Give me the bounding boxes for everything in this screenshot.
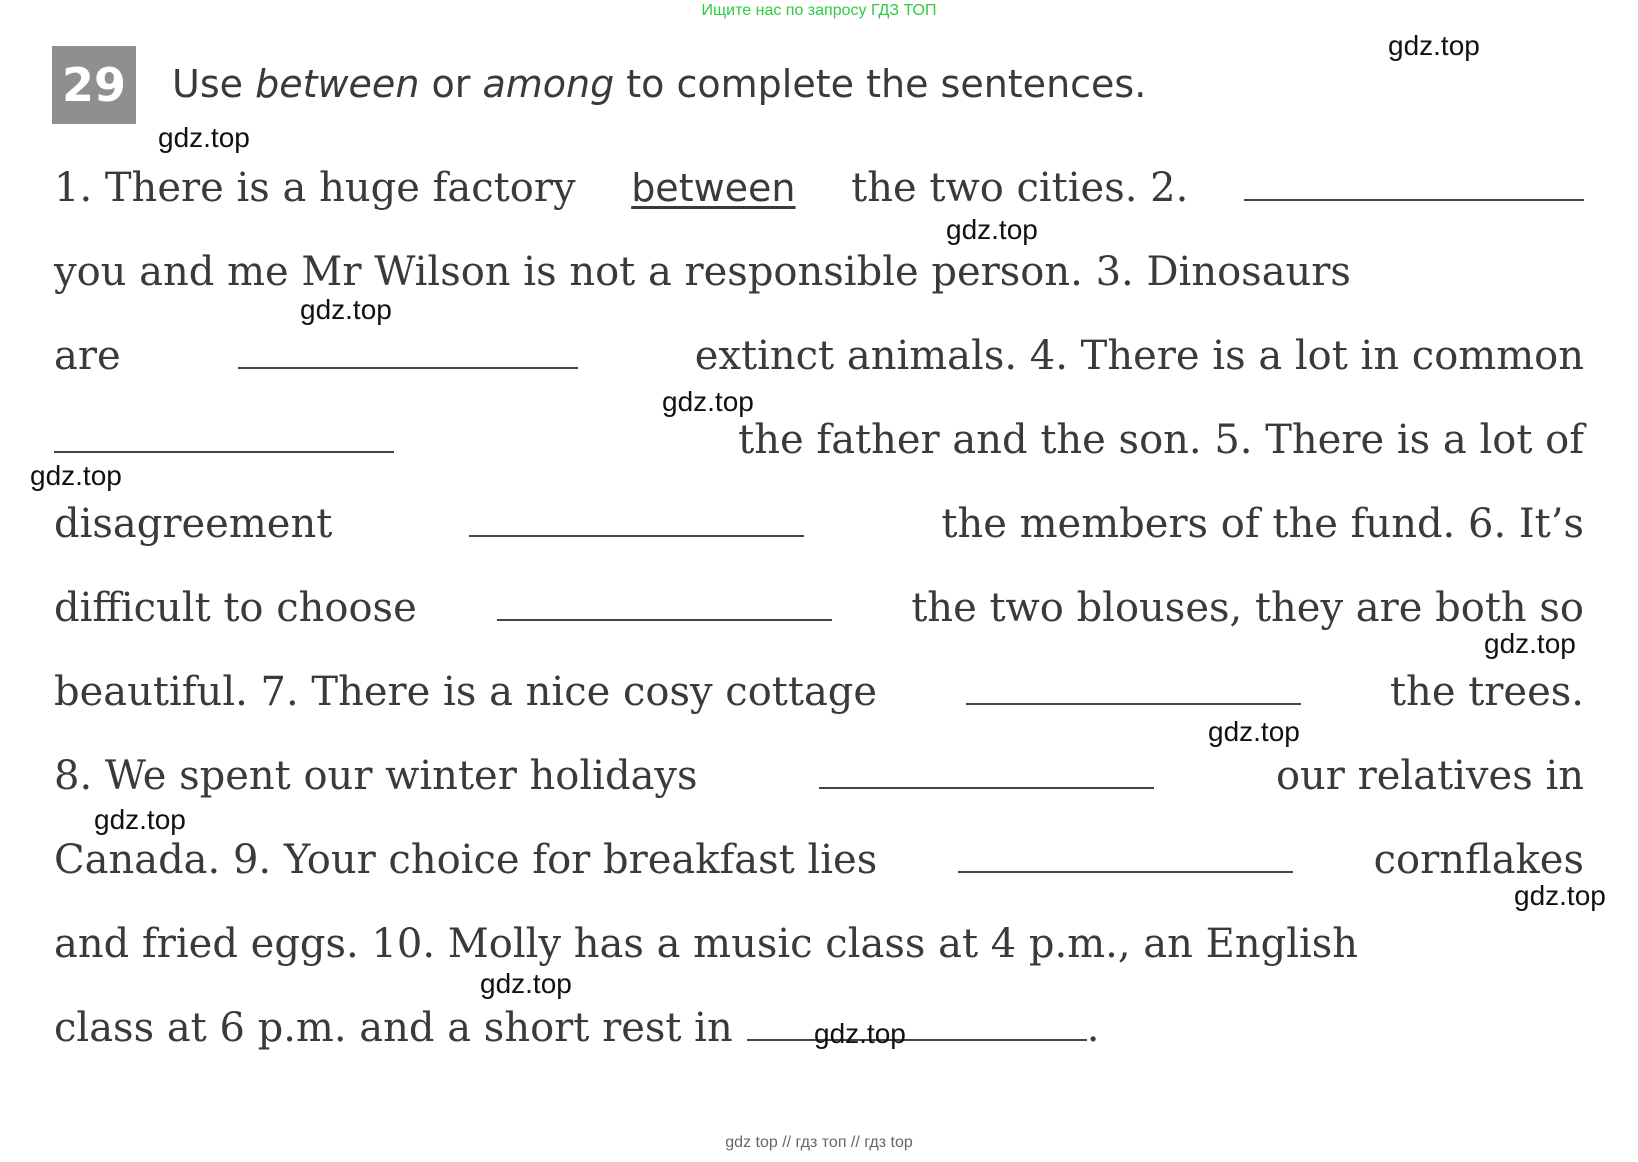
- watermark: gdz.top: [1484, 628, 1576, 659]
- sentence-line-5: disagreement the members of the fund. 6. It’s: [54, 501, 1584, 547]
- sentence-line-10: and fried eggs. 10. Molly has a music class at 4 p.m., an English: [54, 921, 1359, 967]
- top-banner: Ищите нас по запросу ГДЗ ТОП: [701, 2, 937, 19]
- blank-8[interactable]: [819, 751, 1154, 789]
- sentence-line-9: Canada. 9. Your choice for breakfast lies cornflakes: [54, 837, 1584, 883]
- blank-4[interactable]: [54, 415, 394, 453]
- blank-6[interactable]: [497, 583, 832, 621]
- watermark: gdz.top: [300, 294, 392, 325]
- watermark: gdz.top: [662, 386, 754, 417]
- watermark: gdz.top: [1388, 30, 1480, 61]
- blank-2[interactable]: [1244, 163, 1584, 201]
- example-answer: between: [631, 166, 796, 210]
- sentence-line-11: class at 6 p.m. and a short rest in .: [54, 1005, 1100, 1051]
- instruction: Use between or among to complete the sentences.: [172, 62, 1147, 106]
- watermark: gdz.top: [480, 968, 572, 999]
- footer: gdz top // гдз топ // гдз top: [725, 1134, 913, 1151]
- sentence-line-4: the father and the son. 5. There is a lot of: [54, 414, 1584, 466]
- sentence-line-7: beautiful. 7. There is a nice cosy cottage the trees.: [54, 669, 1584, 715]
- sentence-line-6: difficult to choose the two blouses, they are both so: [54, 585, 1584, 631]
- watermark: gdz.top: [1514, 880, 1606, 911]
- sentence-line-8: 8. We spent our winter holidays our relatives in: [54, 753, 1584, 799]
- watermark: gdz.top: [158, 122, 250, 153]
- exercise-number-badge: 29: [52, 46, 136, 124]
- blank-9[interactable]: [958, 835, 1293, 873]
- blank-7[interactable]: [966, 667, 1301, 705]
- watermark: gdz.top: [1208, 716, 1300, 747]
- sentence-line-2: you and me Mr Wilson is not a responsible person. 3. Dinosaurs: [54, 249, 1351, 295]
- watermark: gdz.top: [814, 1018, 906, 1049]
- watermark: gdz.top: [946, 214, 1038, 245]
- watermark: gdz.top: [30, 460, 122, 491]
- blank-5[interactable]: [469, 499, 804, 537]
- sentence-line-3: are extinct animals. 4. There is a lot in common: [54, 333, 1584, 379]
- blank-3[interactable]: [238, 331, 578, 369]
- blank-10[interactable]: [747, 1003, 1087, 1041]
- watermark: gdz.top: [94, 804, 186, 835]
- sentence-line-1: 1. There is a huge factory between the two cities. 2.: [54, 162, 1584, 214]
